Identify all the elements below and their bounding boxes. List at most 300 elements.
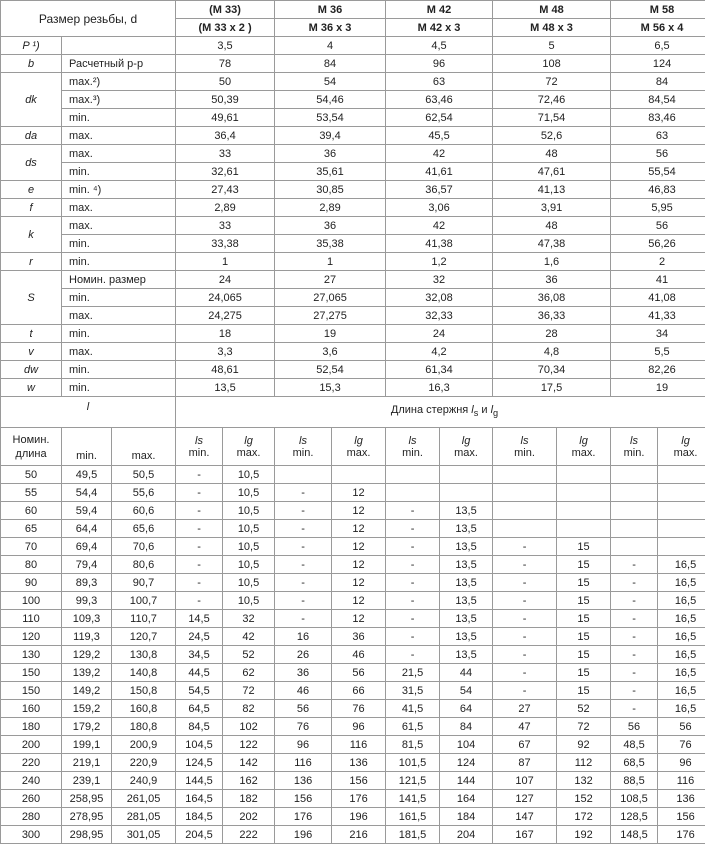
shank-value: 82 [223, 700, 275, 718]
lg-label: lg [681, 434, 690, 447]
param-value: 36 [493, 271, 611, 289]
shank-value [557, 520, 611, 538]
param-value: 3,3 [176, 343, 275, 361]
param-value: 41,61 [386, 163, 493, 181]
param-row [1, 289, 705, 307]
length-row [1, 610, 705, 628]
shank-value: 72 [223, 682, 275, 700]
length-row [1, 736, 705, 754]
shank-value: 66 [332, 682, 386, 700]
param-row [1, 271, 705, 289]
param-value: 83,46 [611, 109, 705, 127]
ls-subheader [493, 428, 557, 466]
shank-value: 10,5 [223, 538, 275, 556]
param-value: 3,91 [493, 199, 611, 217]
shank-value: 192 [557, 826, 611, 844]
param-value: 84 [275, 55, 386, 73]
param-value: 56 [611, 217, 705, 235]
param-value: 41,33 [611, 307, 705, 325]
shank-value: 156 [658, 808, 705, 826]
param-value: 49,61 [176, 109, 275, 127]
length-header [176, 397, 705, 428]
param-row [1, 235, 705, 253]
shank-value: 36 [275, 664, 332, 682]
shank-value: 15 [557, 646, 611, 664]
shank-value: 84 [440, 718, 493, 736]
param-value: 27 [275, 271, 386, 289]
param-value: 24 [176, 271, 275, 289]
shank-value: - [386, 520, 440, 538]
shank-value: - [611, 628, 658, 646]
length-limit: 129,2 [62, 646, 112, 664]
max-label: max. [346, 446, 371, 459]
length-limit: 160,8 [112, 700, 176, 718]
length-row [1, 484, 705, 502]
shank-value: 67 [493, 736, 557, 754]
nominal-length: 60 [1, 502, 62, 520]
shank-value: - [176, 592, 223, 610]
shank-value: 31,5 [386, 682, 440, 700]
shank-value: 15 [557, 592, 611, 610]
param-row [1, 307, 705, 325]
shank-value: 15 [557, 556, 611, 574]
lg-label: lg [354, 434, 363, 447]
shank-value [386, 484, 440, 502]
shank-value: 182 [223, 790, 275, 808]
length-limit: 60,6 [112, 502, 176, 520]
param-qualifier [62, 37, 176, 55]
param-value: 16,3 [386, 379, 493, 397]
param-value: 82,26 [611, 361, 705, 379]
shank-value: 108,5 [611, 790, 658, 808]
shank-value: 204 [440, 826, 493, 844]
shank-value [557, 466, 611, 484]
param-value: 52,6 [493, 127, 611, 145]
max-label: max. [236, 446, 261, 459]
param-value: 35,61 [275, 163, 386, 181]
shank-value: 42 [223, 628, 275, 646]
param-symbol: da [1, 127, 62, 145]
shank-value: 10,5 [223, 466, 275, 484]
length-row [1, 790, 705, 808]
l-label: l [1, 397, 176, 428]
param-qualifier: min. [62, 289, 176, 307]
param-value: 1,6 [493, 253, 611, 271]
shank-value: 46 [332, 646, 386, 664]
shank-value [493, 520, 557, 538]
shank-value: 16,5 [658, 592, 705, 610]
length-row [1, 700, 705, 718]
param-value: 50 [176, 73, 275, 91]
max-label: max. [454, 446, 478, 459]
length-limit: 200,9 [112, 736, 176, 754]
shank-value [332, 466, 386, 484]
lg-subheader [658, 428, 705, 466]
shank-value: - [275, 556, 332, 574]
length-row [1, 646, 705, 664]
shank-value: 136 [658, 790, 705, 808]
param-value: 45,5 [386, 127, 493, 145]
shank-value: 124 [440, 754, 493, 772]
shank-value: - [275, 538, 332, 556]
shank-value: 142 [223, 754, 275, 772]
shank-value: - [275, 520, 332, 538]
length-limit: 64,4 [62, 520, 112, 538]
shank-value: 54,5 [176, 682, 223, 700]
length-limit: 54,4 [62, 484, 112, 502]
param-row [1, 109, 705, 127]
max-header: max. [112, 428, 176, 466]
shank-value: - [386, 628, 440, 646]
param-value: 56 [611, 145, 705, 163]
shank-value [557, 502, 611, 520]
shank-value: 32 [223, 610, 275, 628]
nominal-length: 80 [1, 556, 62, 574]
length-limit: 120,7 [112, 628, 176, 646]
length-limit: 278,95 [62, 808, 112, 826]
param-value: 96 [386, 55, 493, 73]
param-value: 35,38 [275, 235, 386, 253]
param-value: 62,54 [386, 109, 493, 127]
ls-label: ls [408, 434, 417, 447]
shank-value: 64,5 [176, 700, 223, 718]
shank-value [275, 466, 332, 484]
lg-subheader [223, 428, 275, 466]
length-limit: 49,5 [62, 466, 112, 484]
shank-value: 16,5 [658, 700, 705, 718]
shank-value: 16 [275, 628, 332, 646]
shank-value: - [386, 556, 440, 574]
shank-value: 172 [557, 808, 611, 826]
length-row [1, 574, 705, 592]
param-symbol: b [1, 55, 62, 73]
param-value: 33 [176, 145, 275, 163]
shank-value: - [386, 610, 440, 628]
param-qualifier: max. [62, 199, 176, 217]
length-limit: 50,5 [112, 466, 176, 484]
param-value: 3,6 [275, 343, 386, 361]
param-qualifier: min. [62, 163, 176, 181]
param-row [1, 55, 705, 73]
shank-value: 12 [332, 556, 386, 574]
length-limit: 240,9 [112, 772, 176, 790]
fine-size-header: M 42 x 3 [386, 19, 493, 37]
param-qualifier: min. [62, 361, 176, 379]
shank-value: - [493, 682, 557, 700]
shank-value: 12 [332, 610, 386, 628]
min-label: min. [292, 446, 314, 459]
shank-value: 76 [658, 736, 705, 754]
shank-value: - [275, 592, 332, 610]
shank-value: 102 [223, 718, 275, 736]
nominal-length-header: Номин. длина [1, 428, 62, 466]
shank-value: - [611, 664, 658, 682]
length-limit: 59,4 [62, 502, 112, 520]
shank-value: 12 [332, 538, 386, 556]
shank-value: - [386, 538, 440, 556]
shank-value: 44 [440, 664, 493, 682]
length-limit: 99,3 [62, 592, 112, 610]
length-row [1, 592, 705, 610]
length-row [1, 754, 705, 772]
param-value: 41,08 [611, 289, 705, 307]
shank-value: 116 [332, 736, 386, 754]
param-value: 4 [275, 37, 386, 55]
shank-value: 116 [275, 754, 332, 772]
shank-value: 21,5 [386, 664, 440, 682]
shank-value: 132 [557, 772, 611, 790]
param-value: 2,89 [275, 199, 386, 217]
param-value: 63 [611, 127, 705, 145]
param-value: 41,13 [493, 181, 611, 199]
shank-value: 56 [332, 664, 386, 682]
param-value: 47,61 [493, 163, 611, 181]
param-qualifier: max. [62, 217, 176, 235]
lg-subheader [332, 428, 386, 466]
shank-value: 184,5 [176, 808, 223, 826]
param-value: 32 [386, 271, 493, 289]
param-symbol: S [1, 271, 62, 325]
param-value: 32,08 [386, 289, 493, 307]
length-limit: 179,2 [62, 718, 112, 736]
shank-value: 222 [223, 826, 275, 844]
nominal-length: 110 [1, 610, 62, 628]
param-qualifier: max. [62, 127, 176, 145]
shank-value: 46 [275, 682, 332, 700]
shank-value: 56 [275, 700, 332, 718]
length-row [1, 826, 705, 844]
shank-value: 15 [557, 538, 611, 556]
shank-value: - [176, 484, 223, 502]
min-label: min. [623, 446, 645, 459]
shank-value [557, 484, 611, 502]
shank-value: 62 [223, 664, 275, 682]
shank-value: 104,5 [176, 736, 223, 754]
param-value: 19 [611, 379, 705, 397]
param-qualifier: min. [62, 235, 176, 253]
param-value: 30,85 [275, 181, 386, 199]
param-value: 34 [611, 325, 705, 343]
length-row [1, 664, 705, 682]
param-symbol: dk [1, 73, 62, 127]
shank-value: 13,5 [440, 538, 493, 556]
param-qualifier: max. [62, 343, 176, 361]
shank-value: 16,5 [658, 664, 705, 682]
param-value: 2,89 [176, 199, 275, 217]
shank-value: 41,5 [386, 700, 440, 718]
shank-value: 34,5 [176, 646, 223, 664]
parameter-section [1, 1, 705, 397]
ls-label: ls [195, 434, 203, 447]
shank-value [386, 466, 440, 484]
param-value: 48 [493, 217, 611, 235]
param-qualifier: min. [62, 325, 176, 343]
shank-value: - [176, 502, 223, 520]
shank-value: 96 [658, 754, 705, 772]
shank-value: - [176, 556, 223, 574]
shank-value: 26 [275, 646, 332, 664]
length-limit: 180,8 [112, 718, 176, 736]
lg-label: lg [244, 434, 253, 447]
shank-value: 96 [332, 718, 386, 736]
length-row [1, 772, 705, 790]
param-value: 32,33 [386, 307, 493, 325]
ls-subheader [611, 428, 658, 466]
shank-value: 127 [493, 790, 557, 808]
shank-value: 76 [275, 718, 332, 736]
length-limit: 261,05 [112, 790, 176, 808]
shank-value: - [611, 592, 658, 610]
ls-subheader [275, 428, 332, 466]
param-symbol: e [1, 181, 62, 199]
param-value: 54 [275, 73, 386, 91]
shank-value: 81,5 [386, 736, 440, 754]
shank-value: 16,5 [658, 610, 705, 628]
param-qualifier: max. [62, 307, 176, 325]
nominal-length: 300 [1, 826, 62, 844]
shank-value: 13,5 [440, 556, 493, 574]
shank-value: 96 [275, 736, 332, 754]
shank-value: - [493, 556, 557, 574]
ls-subheader [176, 428, 223, 466]
param-row [1, 73, 705, 91]
param-symbol: ds [1, 145, 62, 181]
param-value: 5 [493, 37, 611, 55]
length-row [1, 520, 705, 538]
nominal-length: 150 [1, 664, 62, 682]
param-value: 42 [386, 217, 493, 235]
shank-value: 52 [223, 646, 275, 664]
param-symbol: f [1, 199, 62, 217]
length-limit: 298,95 [62, 826, 112, 844]
shank-value: 16,5 [658, 556, 705, 574]
shank-value: 164,5 [176, 790, 223, 808]
param-value: 6,5 [611, 37, 705, 55]
param-value: 84,54 [611, 91, 705, 109]
param-row [1, 163, 705, 181]
param-row [1, 145, 705, 163]
shank-value: 148,5 [611, 826, 658, 844]
param-symbol: k [1, 217, 62, 253]
length-header-text: Длина стержня $l_s$ и $l_g$ [390, 403, 499, 419]
shank-value: - [275, 502, 332, 520]
shank-value: - [176, 520, 223, 538]
param-qualifier: max. [62, 145, 176, 163]
shank-value [658, 502, 705, 520]
length-limit: 220,9 [112, 754, 176, 772]
param-value: 36,08 [493, 289, 611, 307]
nominal-length: 220 [1, 754, 62, 772]
nominal-length: 65 [1, 520, 62, 538]
length-limit: 239,1 [62, 772, 112, 790]
size-header: M 42 [386, 1, 493, 19]
param-row [1, 253, 705, 271]
size-header: M 36 [275, 1, 386, 19]
shank-value: 13,5 [440, 520, 493, 538]
shank-value [440, 484, 493, 502]
shank-value: 16,5 [658, 628, 705, 646]
shank-value: 88,5 [611, 772, 658, 790]
shank-value: 152 [557, 790, 611, 808]
param-value: 70,34 [493, 361, 611, 379]
shank-value: 10,5 [223, 574, 275, 592]
max-label: max. [571, 446, 596, 459]
param-value: 27,43 [176, 181, 275, 199]
param-row [1, 127, 705, 145]
param-value: 1 [275, 253, 386, 271]
shank-value: 164 [440, 790, 493, 808]
shank-value: - [275, 484, 332, 502]
length-row [1, 538, 705, 556]
shank-value: 87 [493, 754, 557, 772]
param-qualifier: Расчетный p-p [62, 55, 176, 73]
param-value: 61,34 [386, 361, 493, 379]
shank-value: 181,5 [386, 826, 440, 844]
shank-value: - [493, 664, 557, 682]
length-limit: 130,8 [112, 646, 176, 664]
param-value: 27,065 [275, 289, 386, 307]
max-label: max. [673, 446, 698, 459]
shank-value: - [493, 610, 557, 628]
ls-subheader [386, 428, 440, 466]
shank-value: 84,5 [176, 718, 223, 736]
shank-value: - [275, 610, 332, 628]
shank-value: 47 [493, 718, 557, 736]
shank-value: - [493, 538, 557, 556]
lg-subheader [557, 428, 611, 466]
param-row [1, 379, 705, 397]
shank-value: - [611, 574, 658, 592]
nominal-length: 70 [1, 538, 62, 556]
param-value: 15,3 [275, 379, 386, 397]
param-value: 27,275 [275, 307, 386, 325]
shank-value: 15 [557, 574, 611, 592]
param-value: 63 [386, 73, 493, 91]
fine-size-header: (M 33 x 2 ) [176, 19, 275, 37]
param-value: 39,4 [275, 127, 386, 145]
shank-value: - [611, 610, 658, 628]
shank-value: 72 [557, 718, 611, 736]
nominal-length: 55 [1, 484, 62, 502]
param-value: 41 [611, 271, 705, 289]
length-row [1, 466, 705, 484]
shank-value: 112 [557, 754, 611, 772]
length-row [1, 718, 705, 736]
length-limit: 69,4 [62, 538, 112, 556]
param-value: 4,5 [386, 37, 493, 55]
param-symbol: v [1, 343, 62, 361]
shank-value: - [493, 574, 557, 592]
ls-label: ls [630, 434, 638, 447]
param-value: 4,2 [386, 343, 493, 361]
min-label: min. [514, 446, 535, 459]
shank-value: - [493, 628, 557, 646]
param-qualifier: max.³) [62, 91, 176, 109]
shank-value [611, 484, 658, 502]
param-row [1, 37, 705, 55]
length-row [1, 628, 705, 646]
length-limit: 79,4 [62, 556, 112, 574]
shank-value: 16,5 [658, 682, 705, 700]
shank-value [493, 502, 557, 520]
shank-value [658, 484, 705, 502]
shank-value: 12 [332, 484, 386, 502]
length-limit: 301,05 [112, 826, 176, 844]
shank-value: 92 [557, 736, 611, 754]
param-value: 5,5 [611, 343, 705, 361]
shank-value: 56 [611, 718, 658, 736]
nominal-length: 200 [1, 736, 62, 754]
